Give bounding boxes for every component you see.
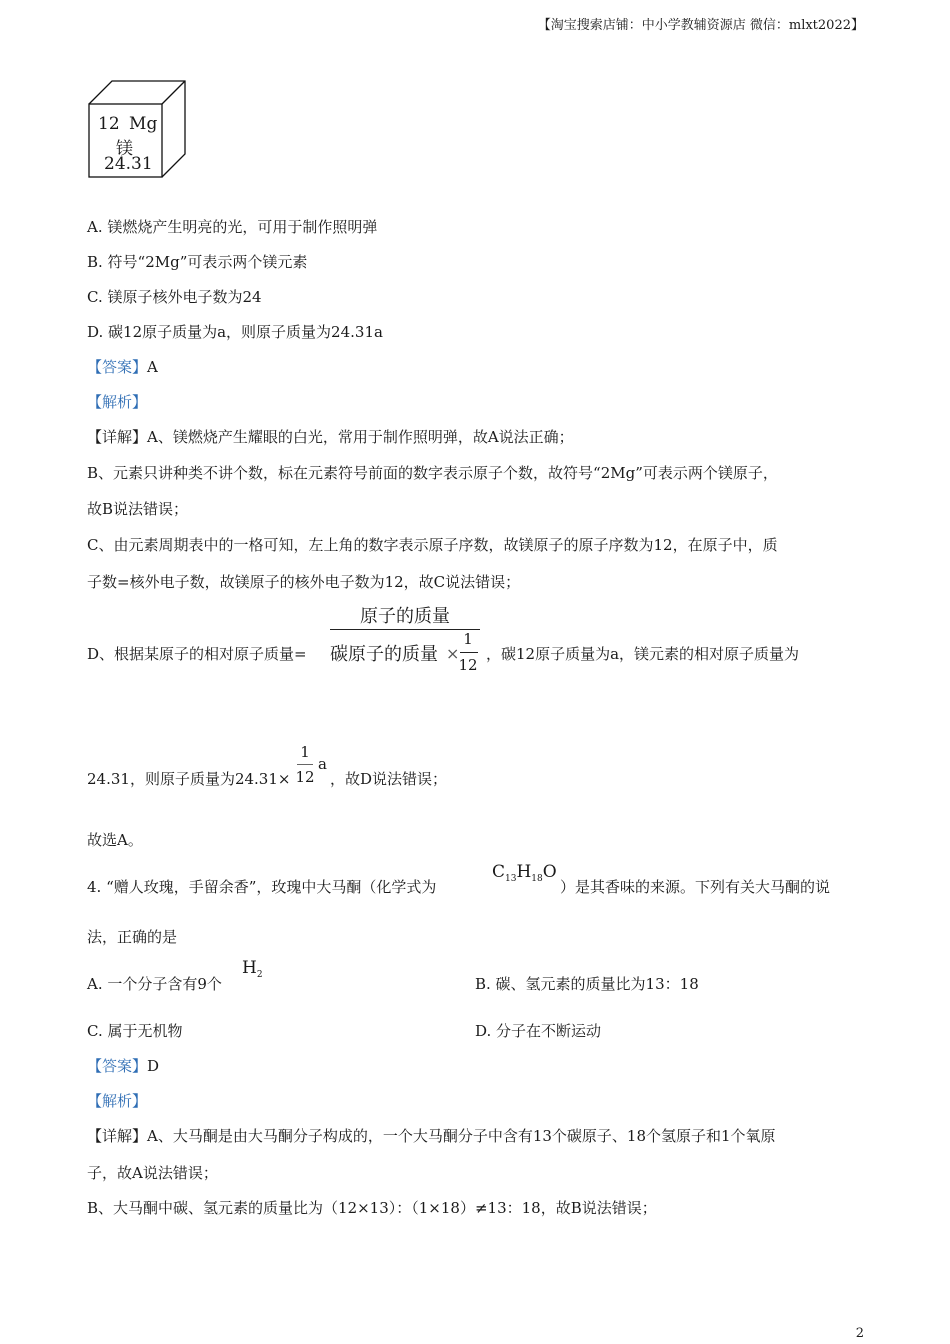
q4-stem-pre: 4. “赠人玫瑰，手留余香”，玫瑰中大马酮（化学式为: [87, 878, 437, 896]
h2-symbol: H: [242, 958, 257, 978]
q3-analysis-tag: 【解析】: [87, 393, 148, 411]
q3-option-d: D. 碳12原子质量为a，则原子质量为24.31a: [87, 323, 383, 341]
h2-formula: [242, 958, 263, 980]
formula-denominator: 碳原子的质量: [330, 644, 438, 665]
q3-detail-1: 【详解】A、镁燃烧产生耀眼的白光，常用于制作照明弹，故A说法正确；: [87, 428, 574, 446]
formula-h: H: [516, 862, 532, 882]
q3-detail-2b: 故B说法错误；: [87, 500, 189, 518]
q4-option-a-text: A. 一个分子含有9个: [87, 975, 222, 993]
q3-detail-4-post: ，碳12原子质量为a，镁元素的相对原子质量为: [486, 645, 800, 663]
frac2-bar: [297, 764, 313, 765]
q4-option-a: [87, 973, 222, 994]
q3-detail-5-post: ，故D说法错误；: [330, 770, 448, 788]
q4-detail-1a: 【详解】A、大马酮是由大马酮分子构成的，一个大马酮分子中含有13个碳原子、18个氢原子和1个氧原: [87, 1127, 776, 1145]
formula-c: C: [492, 862, 506, 882]
answer-value: A: [147, 358, 158, 376]
q3-option-b: B. 符号“2Mg”可表示两个镁元素: [87, 253, 308, 271]
q4-analysis-tag: 【解析】: [87, 1092, 148, 1110]
q4-option-d: D. 分子在不断运动: [475, 1022, 602, 1040]
formula-h-count: 18: [531, 874, 543, 884]
damascenone-formula: [492, 862, 557, 884]
formula-o: O: [542, 862, 557, 882]
frac2-a: a: [318, 755, 327, 773]
q3-detail-5-pre: 24.31，则原子质量为24.31×: [87, 770, 291, 788]
page-number: 2: [855, 1326, 864, 1341]
frac2-numerator: 1: [300, 743, 310, 761]
formula-one: 1: [463, 630, 473, 648]
element-symbol: Mg: [129, 114, 158, 134]
h2-count: 2: [256, 970, 263, 980]
q4-answer: [87, 1055, 159, 1076]
q3-answer: [87, 356, 158, 377]
q4-detail-1b: 子，故A说法错误；: [87, 1164, 218, 1182]
small-fraction-bar: [460, 652, 478, 653]
formula-twelve: 12: [458, 656, 478, 674]
q3-detail-3a: C、由元素周期表中的一格可知，左上角的数字表示原子序数，故镁原子的原子序数为12，在原子中，质: [87, 536, 778, 554]
q3-detail-3b: 子数=核外电子数，故镁原子的核外电子数为12，故C说法错误；: [87, 573, 521, 591]
element-cell-figure: [88, 80, 188, 180]
q3-detail-2a: B、元素只讲种类不讲个数，标在元素符号前面的数字表示原子个数，故符号“2Mg”可表示两个镁原子，: [87, 464, 778, 482]
answer-tag: 【答案】: [87, 358, 148, 376]
q4-option-c: C. 属于无机物: [87, 1022, 183, 1040]
atomic-number: 12: [98, 114, 120, 134]
answer-tag: 【答案】: [87, 1057, 148, 1075]
page-header: 【淘宝搜索店铺：中小学教辅资源店 微信：mlxt2022】: [537, 18, 864, 33]
q3-option-c: C. 镁原子核外电子数为24: [87, 288, 262, 306]
formula-times: ×: [446, 644, 460, 663]
q4-option-b: B. 碳、氢元素的质量比为13：18: [475, 975, 699, 993]
q3-detail-4-pre: D、根据某原子的相对原子质量=: [87, 645, 307, 663]
atomic-mass: 24.31: [104, 154, 153, 174]
formula-numerator: 原子的质量: [360, 606, 450, 627]
formula-c-count: 13: [505, 874, 517, 884]
frac2-denominator: 12: [295, 768, 315, 786]
q4-stem-post: ）是其香味的来源。下列有关大马酮的说: [560, 878, 831, 896]
q4-stem-2: 法，正确的是: [87, 928, 178, 946]
q3-conclusion: 故选A。: [87, 831, 143, 849]
q3-option-a: A. 镁燃烧产生明亮的光，可用于制作照明弹: [87, 218, 378, 236]
answer-value: D: [147, 1057, 160, 1075]
q4-detail-2: B、大马酮中碳、氢元素的质量比为（12×13）：（1×18）≠13：18，故B说法错误；: [87, 1199, 657, 1217]
element-name: 镁: [116, 139, 133, 159]
